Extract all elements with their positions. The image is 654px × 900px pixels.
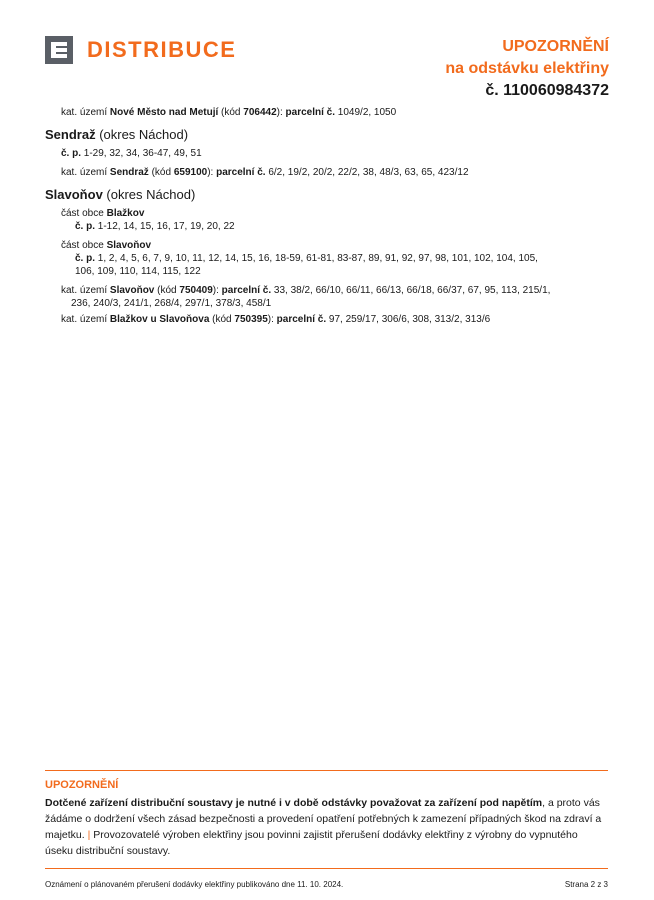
municipality-part: část obce Slavoňov: [61, 240, 152, 251]
cadastral-line-cont: 236, 240/3, 241/1, 268/4, 297/1, 378/3, 458/1: [71, 298, 272, 309]
house-numbers: č. p. 1, 2, 4, 5, 6, 7, 9, 10, 11, 12, 14, 15, 16, 18-59, 61-81, 83-87, 89, 91, 92, 97, 98, 101, 102, 104, 105,: [75, 253, 538, 264]
municipality-heading: Slavoňov (okres Náchod): [45, 187, 196, 202]
cadastral-line: kat. území Nové Město nad Metují (kód 706442): parcelní č. 1049/2, 1050: [61, 107, 397, 118]
notice-number: č. 110060984372: [485, 82, 609, 99]
notice-subtitle: na odstávku elektřiny: [445, 60, 609, 77]
warning-box: [45, 770, 608, 869]
outage-locations: [45, 106, 615, 326]
warning-title: UPOZORNĚNÍ: [45, 779, 119, 791]
house-numbers: č. p. 1-29, 32, 34, 36-47, 49, 51: [61, 148, 202, 159]
cadastral-line: kat. území Blažkov u Slavoňova (kód 750395): parcelní č. 97, 259/17, 306/6, 308, 313/2, 313/6: [61, 314, 491, 325]
page-number: Strana 2 z 3: [564, 880, 608, 889]
house-numbers: č. p. 1-12, 14, 15, 16, 17, 19, 20, 22: [75, 221, 235, 232]
cez-logo-icon: [45, 36, 73, 64]
municipality-part: část obce Blažkov: [61, 208, 145, 219]
cadastral-line: kat. území Slavoňov (kód 750409): parcelní č. 33, 38/2, 66/10, 66/11, 66/13, 66/18, 66/37, 67, 95, 113, 215/1,: [61, 285, 551, 296]
notice-title: UPOZORNĚNÍ: [502, 38, 609, 55]
cadastral-line: kat. území Sendraž (kód 659100): parcelní č. 6/2, 19/2, 20/2, 22/2, 38, 48/3, 63, 65, 423/12: [61, 167, 469, 178]
municipality-heading: Sendraž (okres Náchod): [45, 127, 189, 142]
house-numbers-cont: 106, 109, 110, 114, 115, 122: [75, 266, 201, 277]
notice-header: [445, 36, 609, 102]
brand-logo: [45, 36, 236, 64]
page-footer: [45, 880, 608, 889]
brand-name: DISTRIBUCE: [87, 37, 237, 62]
warning-text: Dotčené zařízení distribuční soustavy je nutné i v době odstávky považovat za zařízení pod napětím, a proto vás žádáme o dodržení všech zásad bezpečnosti a provedení opatření potřebných k zamezení případných škod na zdraví a majetku. | Provozovatelé výroben elektřiny jsou povinni zajistit přerušení dodávky elektřiny z výrobny do vypnutého úseku distribuční soustavy.: [45, 797, 602, 857]
separator: |: [87, 829, 91, 841]
publication-note: Oznámení o plánovaném přerušení dodávky elektřiny publikováno dne 11. 10. 2024.: [45, 880, 344, 889]
